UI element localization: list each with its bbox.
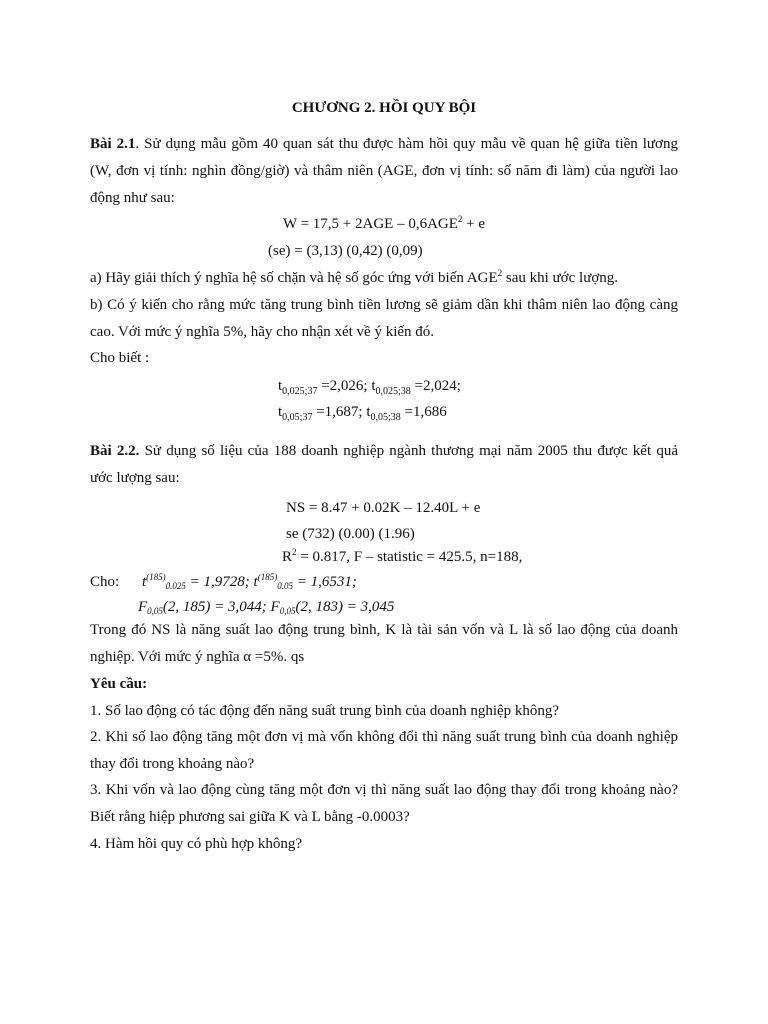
r-squared-line: [282, 549, 522, 566]
requirement-4: 4. Hàm hồi quy có phù hợp không?: [90, 836, 303, 852]
t-df-2: (185): [257, 572, 278, 582]
requirement-3: 3. Khi vốn và lao động cùng tăng một đơn vị thì năng suất lao động thay đổi trong khoảng nào? Biết rằng hiệp phương sai giữa K và L bằng -0.0003?: [90, 782, 678, 825]
t4-subscript: 0,05;38: [370, 412, 401, 423]
question-a-exp: 2: [497, 268, 503, 278]
f-alpha-2: 0,05: [279, 606, 296, 616]
exercise-2-1-label: Bài 2.1: [90, 136, 136, 152]
t-value-2: = 1,6531;: [292, 574, 357, 590]
exercise-2-2-text: Sử dụng số liệu của 188 doanh nghiệp ngành thương mại năm 2005 thu được kết quả ước lượng sau:: [90, 443, 678, 486]
productivity-se-line: se (732) (0.00) (1.96): [286, 526, 415, 542]
exercise-2-2-label: Bài 2.2.: [90, 443, 140, 459]
r-squared-exp: 2: [292, 547, 297, 557]
t2-value: =2,024;: [410, 378, 461, 394]
question-a-text: a) Hãy giải thích ý nghĩa hệ số chặn và hệ số góc ứng với biến AGE: [90, 270, 498, 286]
f-critical-values: $F_{0,05}(2$, 185) = 3,044; $F_{0,05}(2$, 183) = 3,045: [138, 599, 395, 616]
wage-equation-body: W = 17,5 + 2AGE – 0,6AGE: [282, 216, 458, 232]
t1-subscript: 0,025;37: [282, 386, 318, 397]
t-values-row-1: $t_{0,025;37} =2,026$; $t_{0,025;38} =2,024$;: [278, 378, 461, 397]
exercise-2-1-text: . Sử dụng mẫu gồm 40 quan sát thu được hàm hồi quy mẫu về quan hệ giữa tiền lương (W, đơn vị tính: nghìn đồng/giờ) và thâm niên (AGE, đơn vị tính: số năm đi làm) của người lao động như sau:: [90, 136, 678, 206]
wage-equation: [0, 216, 768, 233]
t-value-1: = 1,9728;: [185, 574, 254, 590]
requirement-1: 1. Số lao động có tác động đến năng suất trung bình của doanh nghiệp không?: [90, 703, 560, 719]
requirements-label: Yêu cầu:: [90, 676, 148, 692]
wage-equation-tail: + e: [462, 216, 486, 232]
wage-se-line: (se) = (3,13) (0,42) (0,09): [268, 243, 423, 259]
wage-equation-exp: 2: [457, 214, 463, 224]
question-a-tail: sau khi ước lượng.: [502, 270, 619, 286]
f-alpha-1: 0,05: [147, 606, 163, 616]
f-value-2: (2, 183) = 3,045: [295, 599, 395, 615]
t-critical-values: [142, 574, 357, 591]
t-alpha-1: 0.025: [165, 581, 186, 591]
variable-description: Trong đó NS là năng suất lao động trung bình, K là tài sản vốn và L là số lao động của doanh nghiệp. Với mức ý nghĩa α =5%. qs: [90, 622, 678, 665]
t3-value: =1,687;: [312, 404, 367, 420]
t1-value: =2,026;: [317, 378, 372, 394]
exercise-2-1-intro: [90, 131, 678, 212]
question-b: b) Có ý kiến cho rằng mức tăng trung bình tiền lương sẽ giảm dần khi thâm niên lao động càng cao. Với mức ý nghĩa 5%, hãy cho nhận xét về ý kiến đó.: [90, 297, 678, 340]
given-label: Cho biết :: [90, 350, 150, 366]
t-df-1: (185): [146, 572, 166, 582]
question-a: [90, 270, 678, 287]
t-symbol-1: t: [142, 574, 147, 590]
chapter-title: CHƯƠNG 2. HỒI QUY BỘI: [291, 100, 477, 116]
exercise-2-2-intro: [90, 438, 678, 492]
r-squared-text: = 0.817, F – statistic = 425.5, n=188,: [296, 549, 523, 565]
cho-label: Cho:: [90, 574, 120, 590]
t-symbol-2: t: [253, 574, 258, 590]
productivity-equation: NS = 8.47 + 0.02K – 12.40L + e: [286, 500, 481, 516]
t-alpha-2: 0.05: [277, 581, 293, 591]
t4-value: =1,686: [400, 404, 447, 420]
t-values-row-2: $t_{0,05;37} =1,687$; $t_{0,05;38} =1,686$: [278, 404, 447, 423]
f-value-1: (2, 185) = 3,044;: [162, 599, 271, 615]
t2-subscript: 0,025;38: [375, 386, 411, 397]
t3-subscript: 0,05;37: [282, 412, 313, 423]
r-squared-symbol: R: [282, 549, 293, 565]
requirement-2: 2. Khi số lao động tăng một đơn vị mà vốn không đổi thì năng suất trung bình của doanh nghiệp thay đổi trong khoảng nào?: [90, 729, 678, 772]
